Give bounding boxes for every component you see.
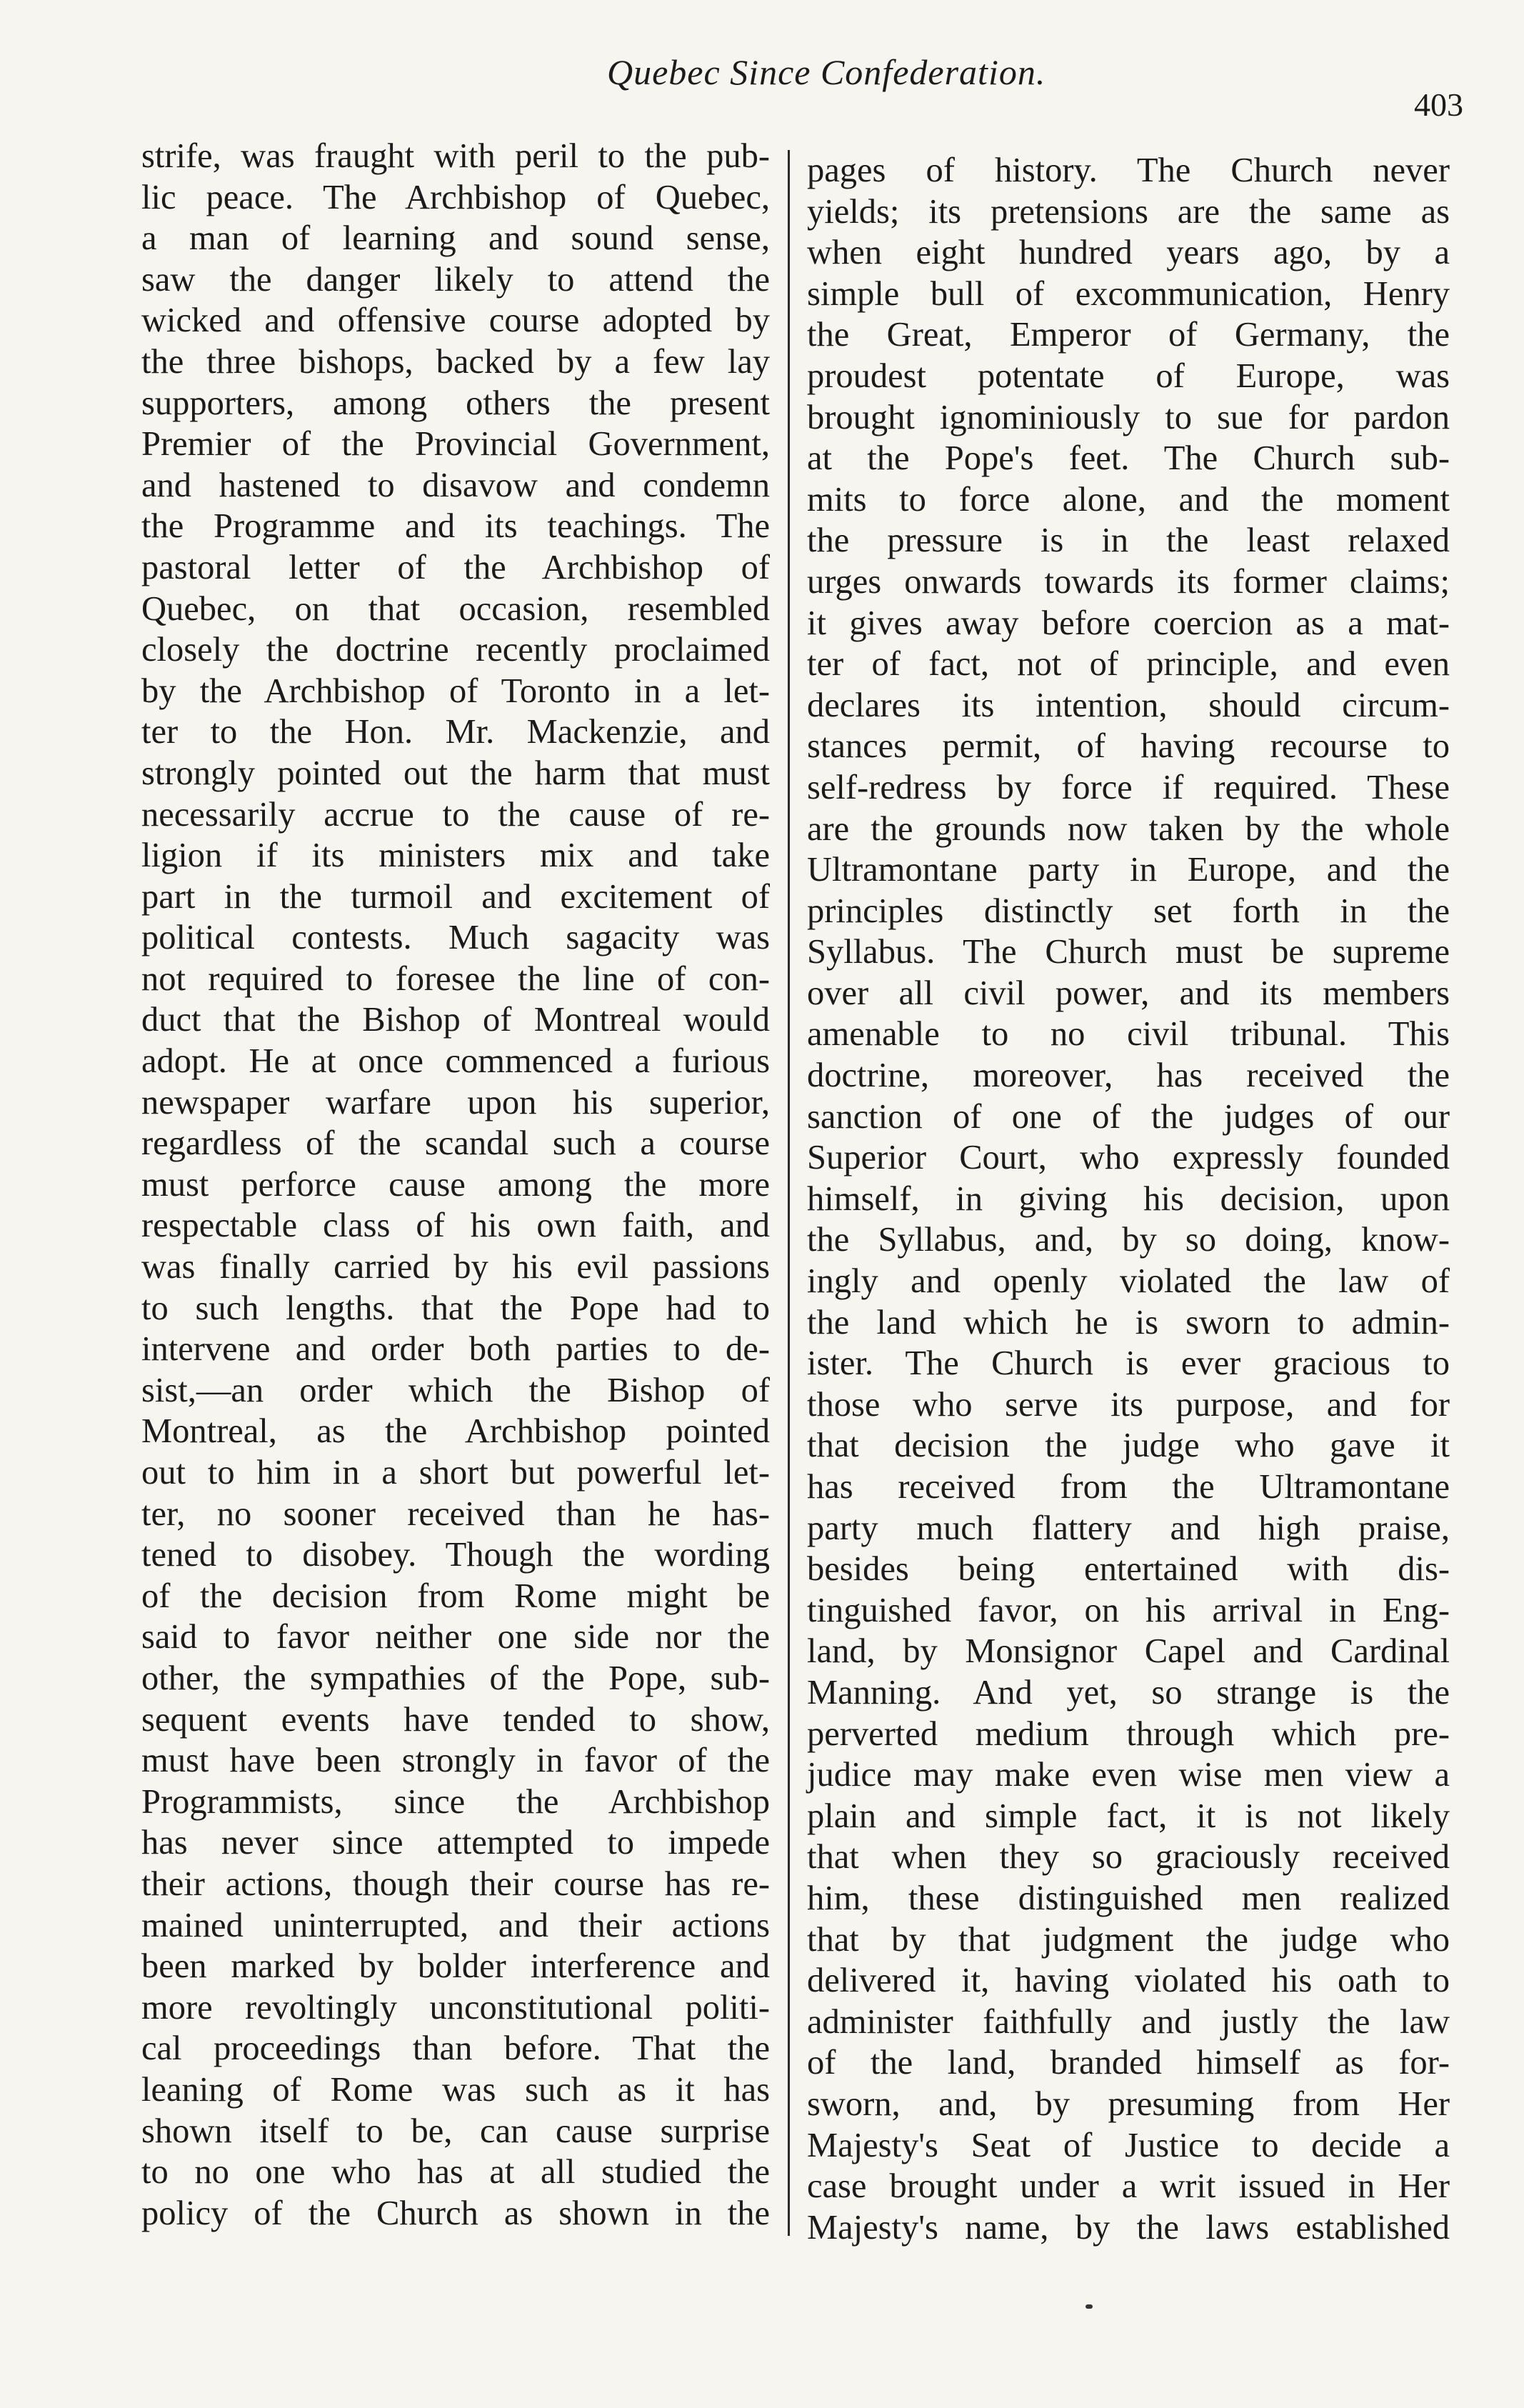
running-title: Quebec Since Confederation. [607, 52, 1046, 92]
text-line: Premier of the Provincial Government, [141, 425, 770, 464]
text-line: sist,—an order which the Bishop of [141, 1371, 770, 1409]
text-line: must have been strongly in favor of the [141, 1742, 770, 1780]
text-line: wicked and offensive course adopted by [141, 301, 770, 340]
text-line: case brought under a writ issued in Her [807, 2167, 1450, 2206]
text-line: yields; its pretensions are the same as [807, 192, 1450, 231]
text-line: Superior Court, who expressly founded [807, 1139, 1450, 1177]
text-line: mained uninterrupted, and their actions [141, 1906, 770, 1944]
text-line: lic peace. The Archbishop of Quebec, [141, 178, 770, 216]
text-line: party much flattery and high praise, [807, 1509, 1450, 1547]
text-line: strongly pointed out the harm that must [141, 754, 770, 792]
text-line: duct that the Bishop of Montreal would [141, 1001, 770, 1039]
text-line: cal proceedings than before. That the [141, 2029, 770, 2068]
column-divider [788, 150, 790, 2236]
text-line: tened to disobey. Though the wording [141, 1536, 770, 1574]
text-line: has received from the Ultramontane [807, 1468, 1450, 1506]
text-line: Quebec, on that occasion, resembled [141, 589, 770, 628]
text-line: Syllabus. The Church must be supreme [807, 933, 1450, 971]
text-line: ter to the Hon. Mr. Mackenzie, and [141, 713, 770, 751]
text-line: more revoltingly unconstitutional politi- [141, 1988, 770, 2027]
text-line: leaning of Rome was such as it has [141, 2070, 770, 2109]
ink-speck [1086, 2304, 1093, 2309]
text-line: urges onwards towards its former claims; [807, 562, 1450, 601]
text-line: not required to foresee the line of con- [141, 959, 770, 998]
text-line: that when they so graciously received [807, 1838, 1450, 1877]
text-line: simple bull of excommunication, Henry [807, 274, 1450, 313]
text-line: pastoral letter of the Archbishop of [141, 548, 770, 586]
text-line: adopt. He at once commenced a furious [141, 1042, 770, 1081]
text-line: at the Pope's feet. The Church sub- [807, 439, 1450, 478]
text-line: mits to force alone, and the moment [807, 480, 1450, 519]
text-line: to such lengths. that the Pope had to [141, 1289, 770, 1327]
text-line: the Syllabus, and, by so doing, know- [807, 1221, 1450, 1259]
text-line: when eight hundred years ago, by a [807, 234, 1450, 272]
text-line: closely the doctrine recently proclaimed [141, 631, 770, 669]
text-line: ligion if its ministers mix and take [141, 836, 770, 875]
text-line: are the grounds now taken by the whole [807, 809, 1450, 848]
text-line: said to favor neither one side nor the [141, 1618, 770, 1657]
text-line: political contests. Much sagacity was [141, 919, 770, 957]
text-line: Majesty's name, by the laws established [807, 2208, 1450, 2247]
text-line: a man of learning and sound sense, [141, 219, 770, 258]
text-line: that decision the judge who gave it [807, 1427, 1450, 1465]
text-line: necessarily accrue to the cause of re- [141, 795, 770, 834]
text-line: of the land, branded himself as for- [807, 2044, 1450, 2082]
text-line: besides being entertained with dis- [807, 1550, 1450, 1589]
text-line: land, by Monsignor Capel and Cardinal [807, 1632, 1450, 1671]
text-line: doctrine, moreover, has received the [807, 1056, 1450, 1095]
text-line: has never since attempted to impede [141, 1824, 770, 1862]
text-line: and hastened to disavow and condemn [141, 466, 770, 504]
text-line: ter of fact, not of principle, and even [807, 645, 1450, 684]
text-line: principles distinctly set forth in the [807, 891, 1450, 930]
text-line: regardless of the scandal such a course [141, 1124, 770, 1163]
text-line: perverted medium through which pre- [807, 1714, 1450, 1753]
text-line: that by that judgment the judge who [807, 1920, 1450, 1959]
text-line: self-redress by force if required. These [807, 768, 1450, 806]
text-line: by the Archbishop of Toronto in a let- [141, 671, 770, 710]
text-line: sanction of one of the judges of our [807, 1097, 1450, 1136]
text-line: was finally carried by his evil passions [141, 1248, 770, 1287]
text-line: of the decision from Rome might be [141, 1577, 770, 1615]
text-line: plain and simple fact, it is not likely [807, 1797, 1450, 1835]
text-line: the land which he is sworn to admin- [807, 1303, 1450, 1342]
right-text-column [807, 150, 1450, 2248]
text-line: administer faithfully and justly the law [807, 2002, 1450, 2041]
text-line: brought ignominiously to sue for pardon [807, 398, 1450, 436]
text-line: supporters, among others the present [141, 384, 770, 422]
text-line: pages of history. The Church never [807, 151, 1450, 189]
text-line: to no one who has at all studied the [141, 2153, 770, 2192]
text-line: must perforce cause among the more [141, 1165, 770, 1204]
text-line: the Great, Emperor of Germany, the [807, 316, 1450, 354]
text-line: it gives away before coercion as a mat- [807, 604, 1450, 642]
text-line: himself, in giving his decision, upon [807, 1179, 1450, 1218]
text-line: Programmists, since the Archbishop [141, 1782, 770, 1821]
text-line: Majesty's Seat of Justice to decide a [807, 2126, 1450, 2164]
text-line: their actions, though their course has re- [141, 1864, 770, 1903]
text-line: over all civil power, and its members [807, 974, 1450, 1012]
text-line: him, these distinguished men realized [807, 1879, 1450, 1917]
text-line: respectable class of his own faith, and [141, 1207, 770, 1245]
text-line: amenable to no civil tribunal. This [807, 1015, 1450, 1054]
text-line: the three bishops, backed by a few lay [141, 342, 770, 381]
page-number: 403 [1414, 86, 1463, 123]
left-text-column [141, 136, 770, 2234]
text-line: the pressure is in the least relaxed [807, 521, 1450, 560]
text-line: Ultramontane party in Europe, and the [807, 851, 1450, 889]
text-line: those who serve its purpose, and for [807, 1385, 1450, 1424]
text-line: been marked by bolder interference and [141, 1947, 770, 1986]
text-line: shown itself to be, can cause surprise [141, 2112, 770, 2150]
text-line: tinguished favor, on his arrival in Eng- [807, 1591, 1450, 1629]
text-line: other, the sympathies of the Pope, sub- [141, 1659, 770, 1697]
text-line: the Programme and its teachings. The [141, 507, 770, 546]
text-line: part in the turmoil and excitement of [141, 877, 770, 916]
text-line: newspaper warfare upon his superior, [141, 1083, 770, 1121]
text-line: stances permit, of having recourse to [807, 727, 1450, 766]
text-line: sequent events have tended to show, [141, 1700, 770, 1739]
text-line: ingly and openly violated the law of [807, 1262, 1450, 1301]
text-line: out to him in a short but powerful let- [141, 1454, 770, 1492]
text-line: Montreal, as the Archbishop pointed [141, 1412, 770, 1451]
text-line: strife, was fraught with peril to the pub- [141, 137, 770, 175]
text-line: declares its intention, should circum- [807, 686, 1450, 724]
text-line: proudest potentate of Europe, was [807, 356, 1450, 395]
text-line: saw the danger likely to attend the [141, 260, 770, 299]
text-line: ter, no sooner received than he has- [141, 1494, 770, 1533]
text-line: policy of the Church as shown in the [141, 2194, 770, 2232]
text-line: sworn, and, by presuming from Her [807, 2084, 1450, 2123]
text-line: ister. The Church is ever gracious to [807, 1344, 1450, 1383]
text-line: Manning. And yet, so strange is the [807, 1673, 1450, 1712]
text-line: delivered it, having violated his oath to [807, 1962, 1450, 2000]
text-line: judice may make even wise men view a [807, 1756, 1450, 1794]
text-line: intervene and order both parties to de- [141, 1330, 770, 1369]
